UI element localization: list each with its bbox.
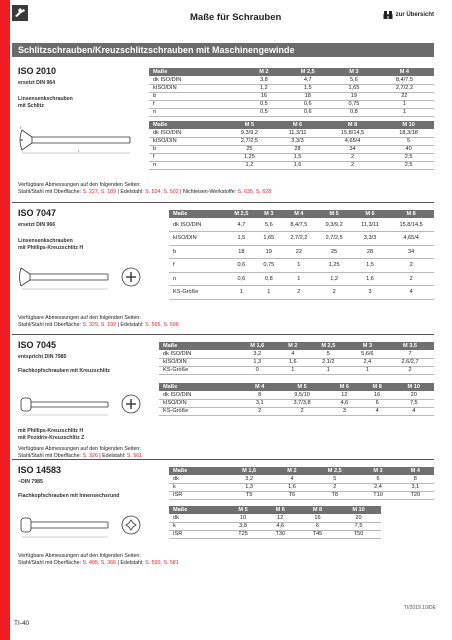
table-cell: 8,4/7,5 xyxy=(281,218,316,232)
page-reference-link[interactable]: S. 565, S. 506 xyxy=(145,322,179,328)
table-cell: 18 xyxy=(283,92,333,100)
table-cell: 9,3/9,2 xyxy=(317,218,352,232)
row-label: k xyxy=(169,483,225,491)
table-cell: 1 xyxy=(281,272,316,286)
table-row xyxy=(169,475,434,483)
table-header-cell: M 5 xyxy=(226,121,273,129)
table-cell: 4,7 xyxy=(226,218,256,232)
table-cell: 7,5 xyxy=(394,399,434,407)
table-cell: 0,8 xyxy=(333,108,375,116)
dimension-table xyxy=(149,121,434,170)
table-cell: 22 xyxy=(375,92,434,100)
description-line: mit Phillips-Kreuzschlitz H xyxy=(18,428,84,434)
table-cell: 12 xyxy=(262,514,299,522)
table-cell: 8,4/7,5 xyxy=(375,76,434,84)
table-cell: 19 xyxy=(256,245,281,259)
table-cell: T6 xyxy=(274,491,310,499)
table-cell: 18 xyxy=(226,245,256,259)
table-header-cell: M 1,6 xyxy=(225,467,274,475)
row-label: kISO/DIN xyxy=(169,232,226,246)
page-reference-link[interactable]: S. 329, S. 192 xyxy=(82,322,117,328)
table-cell: 2,7/2,2 xyxy=(375,84,434,92)
table-cell: T8 xyxy=(310,491,359,499)
availability-links xyxy=(18,560,179,567)
table-cell: 9,5/10 xyxy=(276,391,328,399)
table-row xyxy=(149,137,434,145)
table-row xyxy=(159,399,434,407)
table-cell: 3,3/3 xyxy=(273,137,322,145)
table-cell: T50 xyxy=(336,530,381,538)
row-label: ISR xyxy=(169,530,224,538)
svg-text:l: l xyxy=(78,148,79,153)
table-cell: 1,6 xyxy=(352,272,388,286)
table-cell: 7 xyxy=(386,350,434,358)
table-header-cell: Maße xyxy=(159,383,243,391)
table-cell: 2 xyxy=(243,407,276,415)
table-header-cell: M 2 xyxy=(245,68,282,76)
page-title: Maße für Schrauben xyxy=(190,12,282,23)
table-header-cell: Maße xyxy=(159,342,237,350)
table-header-cell: M 10 xyxy=(336,506,381,514)
table-row xyxy=(159,407,434,415)
table-cell: 15,8/14,5 xyxy=(322,129,383,137)
table-row xyxy=(159,391,434,399)
table-header-cell: M 4 xyxy=(397,467,434,475)
table-cell: 16 xyxy=(361,391,394,399)
availability-label: | Edelstahl: xyxy=(116,560,146,566)
table-cell: 1 xyxy=(349,366,386,374)
table-row xyxy=(169,491,434,499)
table-cell: 25 xyxy=(317,245,352,259)
page-reference-link[interactable]: S. 561 xyxy=(126,453,143,459)
standard-title: ISO 7047 xyxy=(18,208,57,218)
table-header-cell: M 2 xyxy=(278,342,308,350)
table-cell: 3,8 xyxy=(224,522,261,530)
table-row xyxy=(149,153,434,161)
description-line: Linsensenkschrauben xyxy=(18,96,73,102)
table-header-cell: Maße xyxy=(149,121,226,129)
table-header-cell: M 1,6 xyxy=(237,342,278,350)
table-cell: 0,6 xyxy=(226,272,256,286)
table-cell: 5,6/6 xyxy=(349,350,386,358)
row-label: KS-Größe xyxy=(159,366,237,374)
table-cell: 1,2 xyxy=(317,272,352,286)
table-header-cell: M 2,5 xyxy=(226,210,256,218)
table-cell: 3,7/3,8 xyxy=(276,399,328,407)
table-cell: 0,75 xyxy=(256,259,281,273)
row-label: n xyxy=(149,161,226,169)
table-cell: 0,6 xyxy=(283,108,333,116)
table-cell: 3,8 xyxy=(245,76,282,84)
red-sidebar xyxy=(0,0,10,640)
description-line: Linsensenkschrauben xyxy=(18,238,73,244)
row-label: dk xyxy=(169,475,225,483)
table-cell: 0,75 xyxy=(333,100,375,108)
table-cell: 1,6 xyxy=(274,483,310,491)
page-reference-link[interactable]: S. 635, S. 628 xyxy=(237,189,272,195)
table-cell: 1,65 xyxy=(256,232,281,246)
table-row xyxy=(149,145,434,153)
table-cell: 5 xyxy=(383,137,434,145)
table-header-cell: Maße xyxy=(149,68,245,76)
availability-label: | Edelstahl: xyxy=(97,453,127,459)
row-label: kISO/DIN xyxy=(159,358,237,366)
dimension-table xyxy=(159,383,434,416)
table-cell: 19 xyxy=(333,92,375,100)
table-cell: 2,5 xyxy=(383,153,434,161)
table-row xyxy=(149,100,434,108)
table-cell: 1,6 xyxy=(278,358,308,366)
table-cell: 4 xyxy=(388,286,434,300)
table-cell: 4,7 xyxy=(283,76,333,84)
table-cell: 7,5 xyxy=(336,522,381,530)
table-header-cell: M 8 xyxy=(388,210,434,218)
section-title: Schlitzschrauben/Kreuzschlitzschrauben mit Maschinengewinde xyxy=(12,43,434,57)
table-header-cell: M 8 xyxy=(361,383,394,391)
table-row xyxy=(169,259,434,273)
table-cell: 3,1 xyxy=(397,483,434,491)
dimension-table xyxy=(169,210,434,300)
table-cell: 1,65 xyxy=(333,84,375,92)
table-cell: 8 xyxy=(243,391,276,399)
table-cell: 2,7/2,5 xyxy=(226,137,273,145)
table-cell: 2 xyxy=(388,259,434,273)
block-iso-14583 xyxy=(12,465,434,580)
row-label: n xyxy=(149,108,245,116)
table-cell: 1 xyxy=(308,366,349,374)
table-header-cell: M 4 xyxy=(243,383,276,391)
binoculars-icon xyxy=(383,10,393,20)
table-header-cell: M 8 xyxy=(299,506,336,514)
block-iso-2010 xyxy=(12,66,434,194)
table-cell: 11,3/11 xyxy=(352,218,388,232)
availability-label: Stahl/Stahl mit Oberfläche: xyxy=(18,453,83,459)
row-label: kISO/DIN xyxy=(149,137,226,145)
table-cell: 1 xyxy=(256,286,281,300)
table-cell: 2,7/2,2 xyxy=(281,232,316,246)
table-cell: 2,1/2 xyxy=(308,358,349,366)
row-label: dk ISO/DIN xyxy=(149,76,245,84)
table-header-cell: Maße xyxy=(169,467,225,475)
table-row xyxy=(149,161,434,169)
table-cell: 6 xyxy=(361,399,394,407)
table-cell: 1 xyxy=(278,366,308,374)
description-line: mit Phillips-Kreuzschlitz H xyxy=(18,245,84,251)
table-cell: 28 xyxy=(273,145,322,153)
table-cell: 4 xyxy=(274,475,310,483)
screw-drawing xyxy=(18,126,136,156)
row-label: dk ISO/DIN xyxy=(169,218,226,232)
availability-title: Verfügbare Abmessungen auf den folgenden Seiten: xyxy=(18,446,141,452)
row-label: f xyxy=(169,259,226,273)
screw-drawing xyxy=(18,392,148,418)
table-cell: 2 xyxy=(276,407,328,415)
availability-label: Stahl/Stahl mit Oberfläche: xyxy=(18,322,83,328)
table-cell: 1,5 xyxy=(226,232,256,246)
table-cell: 2 xyxy=(386,366,434,374)
standard-title: ISO 14583 xyxy=(18,465,62,475)
table-cell: 2 xyxy=(322,153,383,161)
table-header-cell: M 2 xyxy=(274,467,310,475)
dimension-table xyxy=(159,342,434,375)
table-cell: 2,6/2,7 xyxy=(386,358,434,366)
table-cell: 3 xyxy=(352,286,388,300)
table-header-cell: M 3 xyxy=(349,342,386,350)
table-header-cell: M 2,5 xyxy=(283,68,333,76)
table-header-cell: Maße xyxy=(169,210,226,218)
table-row xyxy=(149,76,434,84)
row-label: dk ISO/DIN xyxy=(159,350,237,358)
block-iso-7047 xyxy=(12,208,434,328)
dimension-table xyxy=(149,68,434,117)
table-cell: 4,65/4 xyxy=(322,137,383,145)
table-cell: 1 xyxy=(281,259,316,273)
table-header-cell: M 2,5 xyxy=(308,342,349,350)
table-cell: T5 xyxy=(225,491,274,499)
table-cell: 0,5 xyxy=(245,108,282,116)
row-label: b xyxy=(149,92,245,100)
table-header-cell: M 6 xyxy=(328,383,361,391)
table-cell: 4 xyxy=(394,407,434,415)
table-header-cell: M 3 xyxy=(333,68,375,76)
table-cell: 5 xyxy=(308,350,349,358)
description-line: Flachkopfschrauben mit Innensechsrund xyxy=(18,493,120,499)
table-cell: 2 xyxy=(317,286,352,300)
table-cell: 4 xyxy=(278,350,308,358)
table-row xyxy=(169,218,434,232)
table-cell: 1 xyxy=(226,286,256,300)
row-label: k xyxy=(169,522,224,530)
row-label: KS-Größe xyxy=(159,407,243,415)
table-cell: 18,3/18 xyxy=(383,129,434,137)
table-cell: 40 xyxy=(383,145,434,153)
table-cell: 0,6 xyxy=(226,259,256,273)
standard-title: ISO 7045 xyxy=(18,340,57,350)
table-header-cell: M 10 xyxy=(383,121,434,129)
table-cell: 2,7/2,5 xyxy=(317,232,352,246)
table-cell: 34 xyxy=(322,145,383,153)
table-cell: 4 xyxy=(361,407,394,415)
table-cell: 0 xyxy=(237,366,278,374)
description-line: mit Schlitz xyxy=(18,103,44,109)
availability-title: Verfügbare Abmessungen auf den folgenden Seiten: xyxy=(18,553,141,559)
table-header-cell: M 4 xyxy=(281,210,316,218)
table-row xyxy=(159,350,434,358)
table-cell: T25 xyxy=(224,530,261,538)
row-label: dk xyxy=(169,514,224,522)
table-cell: 28 xyxy=(352,245,388,259)
table-cell: 1,6 xyxy=(273,161,322,169)
table-cell: T45 xyxy=(299,530,336,538)
page-reference-link[interactable]: S. 326 xyxy=(82,453,98,459)
table-row xyxy=(169,245,434,259)
table-cell: 4,65/4 xyxy=(388,232,434,246)
row-label: f xyxy=(149,100,245,108)
table-row xyxy=(159,366,434,374)
table-cell: 5,6 xyxy=(333,76,375,84)
availability-label: | Nichteisen-Werkstoffe: xyxy=(178,189,238,195)
table-cell: 1,25 xyxy=(317,259,352,273)
table-cell: 20 xyxy=(336,514,381,522)
block-iso-7045 xyxy=(12,340,434,459)
table-row xyxy=(149,92,434,100)
standard-replaces: entspricht DIN 7985 xyxy=(18,354,67,360)
table-cell: 1,2 xyxy=(245,84,282,92)
description-line: Flachkopfschrauben mit Kreuzschlitz xyxy=(18,368,110,374)
overview-label: zur Übersicht xyxy=(395,12,434,18)
row-label: f xyxy=(149,153,226,161)
page-reference-link[interactable]: S. 405, S. 366 xyxy=(82,560,117,566)
row-label: b xyxy=(149,145,226,153)
divider xyxy=(12,202,434,203)
table-cell: 3 xyxy=(328,407,361,415)
table-header-cell: M 5 xyxy=(276,383,328,391)
table-cell: 1,3 xyxy=(225,483,274,491)
table-cell: 6 xyxy=(299,522,336,530)
table-cell: 1,3 xyxy=(237,358,278,366)
table-cell: 2 xyxy=(281,286,316,300)
page-reference-link[interactable]: S. 524, S. 502 xyxy=(145,189,179,195)
table-row xyxy=(169,522,381,530)
table-header-cell: M 3,5 xyxy=(386,342,434,350)
table-cell: 1,5 xyxy=(273,153,322,161)
table-cell: T10 xyxy=(359,491,396,499)
availability-label: Stahl/Stahl mit Oberfläche: xyxy=(18,189,83,195)
page-reference-link[interactable]: S. 590, S. 581 xyxy=(145,560,179,566)
table-cell: T30 xyxy=(262,530,299,538)
page-number: TI-40 xyxy=(14,620,30,627)
availability-links xyxy=(18,189,271,196)
table-cell: 11,3/11 xyxy=(273,129,322,137)
row-label: KS-Größe xyxy=(169,286,226,300)
standard-replaces: ersetzt DIN 964 xyxy=(18,80,56,86)
availability-label: | Edelstahl: xyxy=(116,322,146,328)
table-cell: 1,25 xyxy=(226,153,273,161)
row-label: dk ISO/DIN xyxy=(149,129,226,137)
table-cell: 2,5 xyxy=(383,161,434,169)
table-cell: 2 xyxy=(310,483,359,491)
table-header-cell: M 3 xyxy=(256,210,281,218)
table-cell: 5 xyxy=(310,475,359,483)
table-header-cell: M 10 xyxy=(394,383,434,391)
standard-title: ISO 2010 xyxy=(18,66,57,76)
svg-text:f: f xyxy=(20,126,22,130)
table-cell: 3,3/3 xyxy=(352,232,388,246)
table-cell: 1,5 xyxy=(352,259,388,273)
table-row xyxy=(149,129,434,137)
description-line: mit Pozidriv-Kreuzschlitz Z xyxy=(18,435,85,441)
table-header-cell: M 6 xyxy=(262,506,299,514)
availability-links xyxy=(18,322,179,329)
table-row xyxy=(169,514,381,522)
table-cell: 4,6 xyxy=(262,522,299,530)
screw-drawing xyxy=(18,511,148,541)
table-cell: 9,3/9,2 xyxy=(226,129,273,137)
divider xyxy=(12,459,434,460)
table-cell: 2,4 xyxy=(349,358,386,366)
row-label: kISO/DIN xyxy=(159,399,243,407)
table-cell: 8 xyxy=(397,475,434,483)
table-header-cell: M 6 xyxy=(273,121,322,129)
logo-icon xyxy=(12,5,28,21)
row-label: ISR xyxy=(169,491,225,499)
availability-label: Stahl/Stahl mit Oberfläche: xyxy=(18,560,83,566)
table-row xyxy=(149,84,434,92)
table-row xyxy=(169,483,434,491)
table-cell: 2,4 xyxy=(359,483,396,491)
table-cell: 12 xyxy=(328,391,361,399)
table-cell: 6 xyxy=(359,475,396,483)
table-cell: 0,5 xyxy=(245,100,282,108)
table-header-cell: M 5 xyxy=(224,506,261,514)
document-code: TI/2019.10/DE xyxy=(403,605,436,611)
table-row xyxy=(169,232,434,246)
table-cell: 2 xyxy=(388,272,434,286)
standard-replaces: ersetzt DIN 966 xyxy=(18,222,56,228)
table-cell: 4,6 xyxy=(328,399,361,407)
row-label: n xyxy=(169,272,226,286)
table-cell: 25 xyxy=(226,145,273,153)
table-header-cell: M 2,5 xyxy=(310,467,359,475)
table-cell: 0,8 xyxy=(256,272,281,286)
dimension-table xyxy=(169,506,381,539)
table-cell: 10 xyxy=(224,514,261,522)
table-cell: 1,5 xyxy=(283,84,333,92)
divider xyxy=(12,334,434,335)
table-cell: 15,8/14,5 xyxy=(388,218,434,232)
table-cell: 3,1 xyxy=(243,399,276,407)
table-header-cell: M 4 xyxy=(375,68,434,76)
availability-title: Verfügbare Abmessungen auf den folgenden Seiten: xyxy=(18,182,141,188)
dimension-table xyxy=(169,467,434,500)
table-cell: 16 xyxy=(245,92,282,100)
standard-replaces: ~DIN 7985 xyxy=(18,479,43,485)
availability-label: | Edelstahl: xyxy=(116,189,146,195)
table-cell: 1,2 xyxy=(226,161,273,169)
row-label: dk ISO/DIN xyxy=(159,391,243,399)
row-label: kISO/DIN xyxy=(149,84,245,92)
table-header-cell: M 8 xyxy=(322,121,383,129)
table-row xyxy=(169,286,434,300)
table-cell: 3,2 xyxy=(237,350,278,358)
table-cell: 5,6 xyxy=(256,218,281,232)
table-cell: 22 xyxy=(281,245,316,259)
table-cell: 0,6 xyxy=(283,100,333,108)
table-cell: 1 xyxy=(375,100,434,108)
table-cell: 2 xyxy=(322,161,383,169)
table-row xyxy=(149,108,434,116)
screw-drawing xyxy=(18,264,148,292)
overview-link[interactable] xyxy=(383,10,434,20)
table-row xyxy=(169,530,381,538)
table-header-cell: M 5 xyxy=(317,210,352,218)
table-header-cell: M 3 xyxy=(359,467,396,475)
page-reference-link[interactable]: S. 227, S. 189 xyxy=(82,189,117,195)
table-cell: 16 xyxy=(299,514,336,522)
table-row xyxy=(169,272,434,286)
table-header-cell: Maße xyxy=(169,506,224,514)
availability-title: Verfügbare Abmessungen auf den folgenden Seiten: xyxy=(18,315,141,321)
table-row xyxy=(159,358,434,366)
row-label: b xyxy=(169,245,226,259)
table-cell: T20 xyxy=(397,491,434,499)
table-header-cell: M 6 xyxy=(352,210,388,218)
table-cell: 20 xyxy=(394,391,434,399)
table-cell: 3,2 xyxy=(225,475,274,483)
table-cell: 1 xyxy=(375,108,434,116)
table-cell: 34 xyxy=(388,245,434,259)
